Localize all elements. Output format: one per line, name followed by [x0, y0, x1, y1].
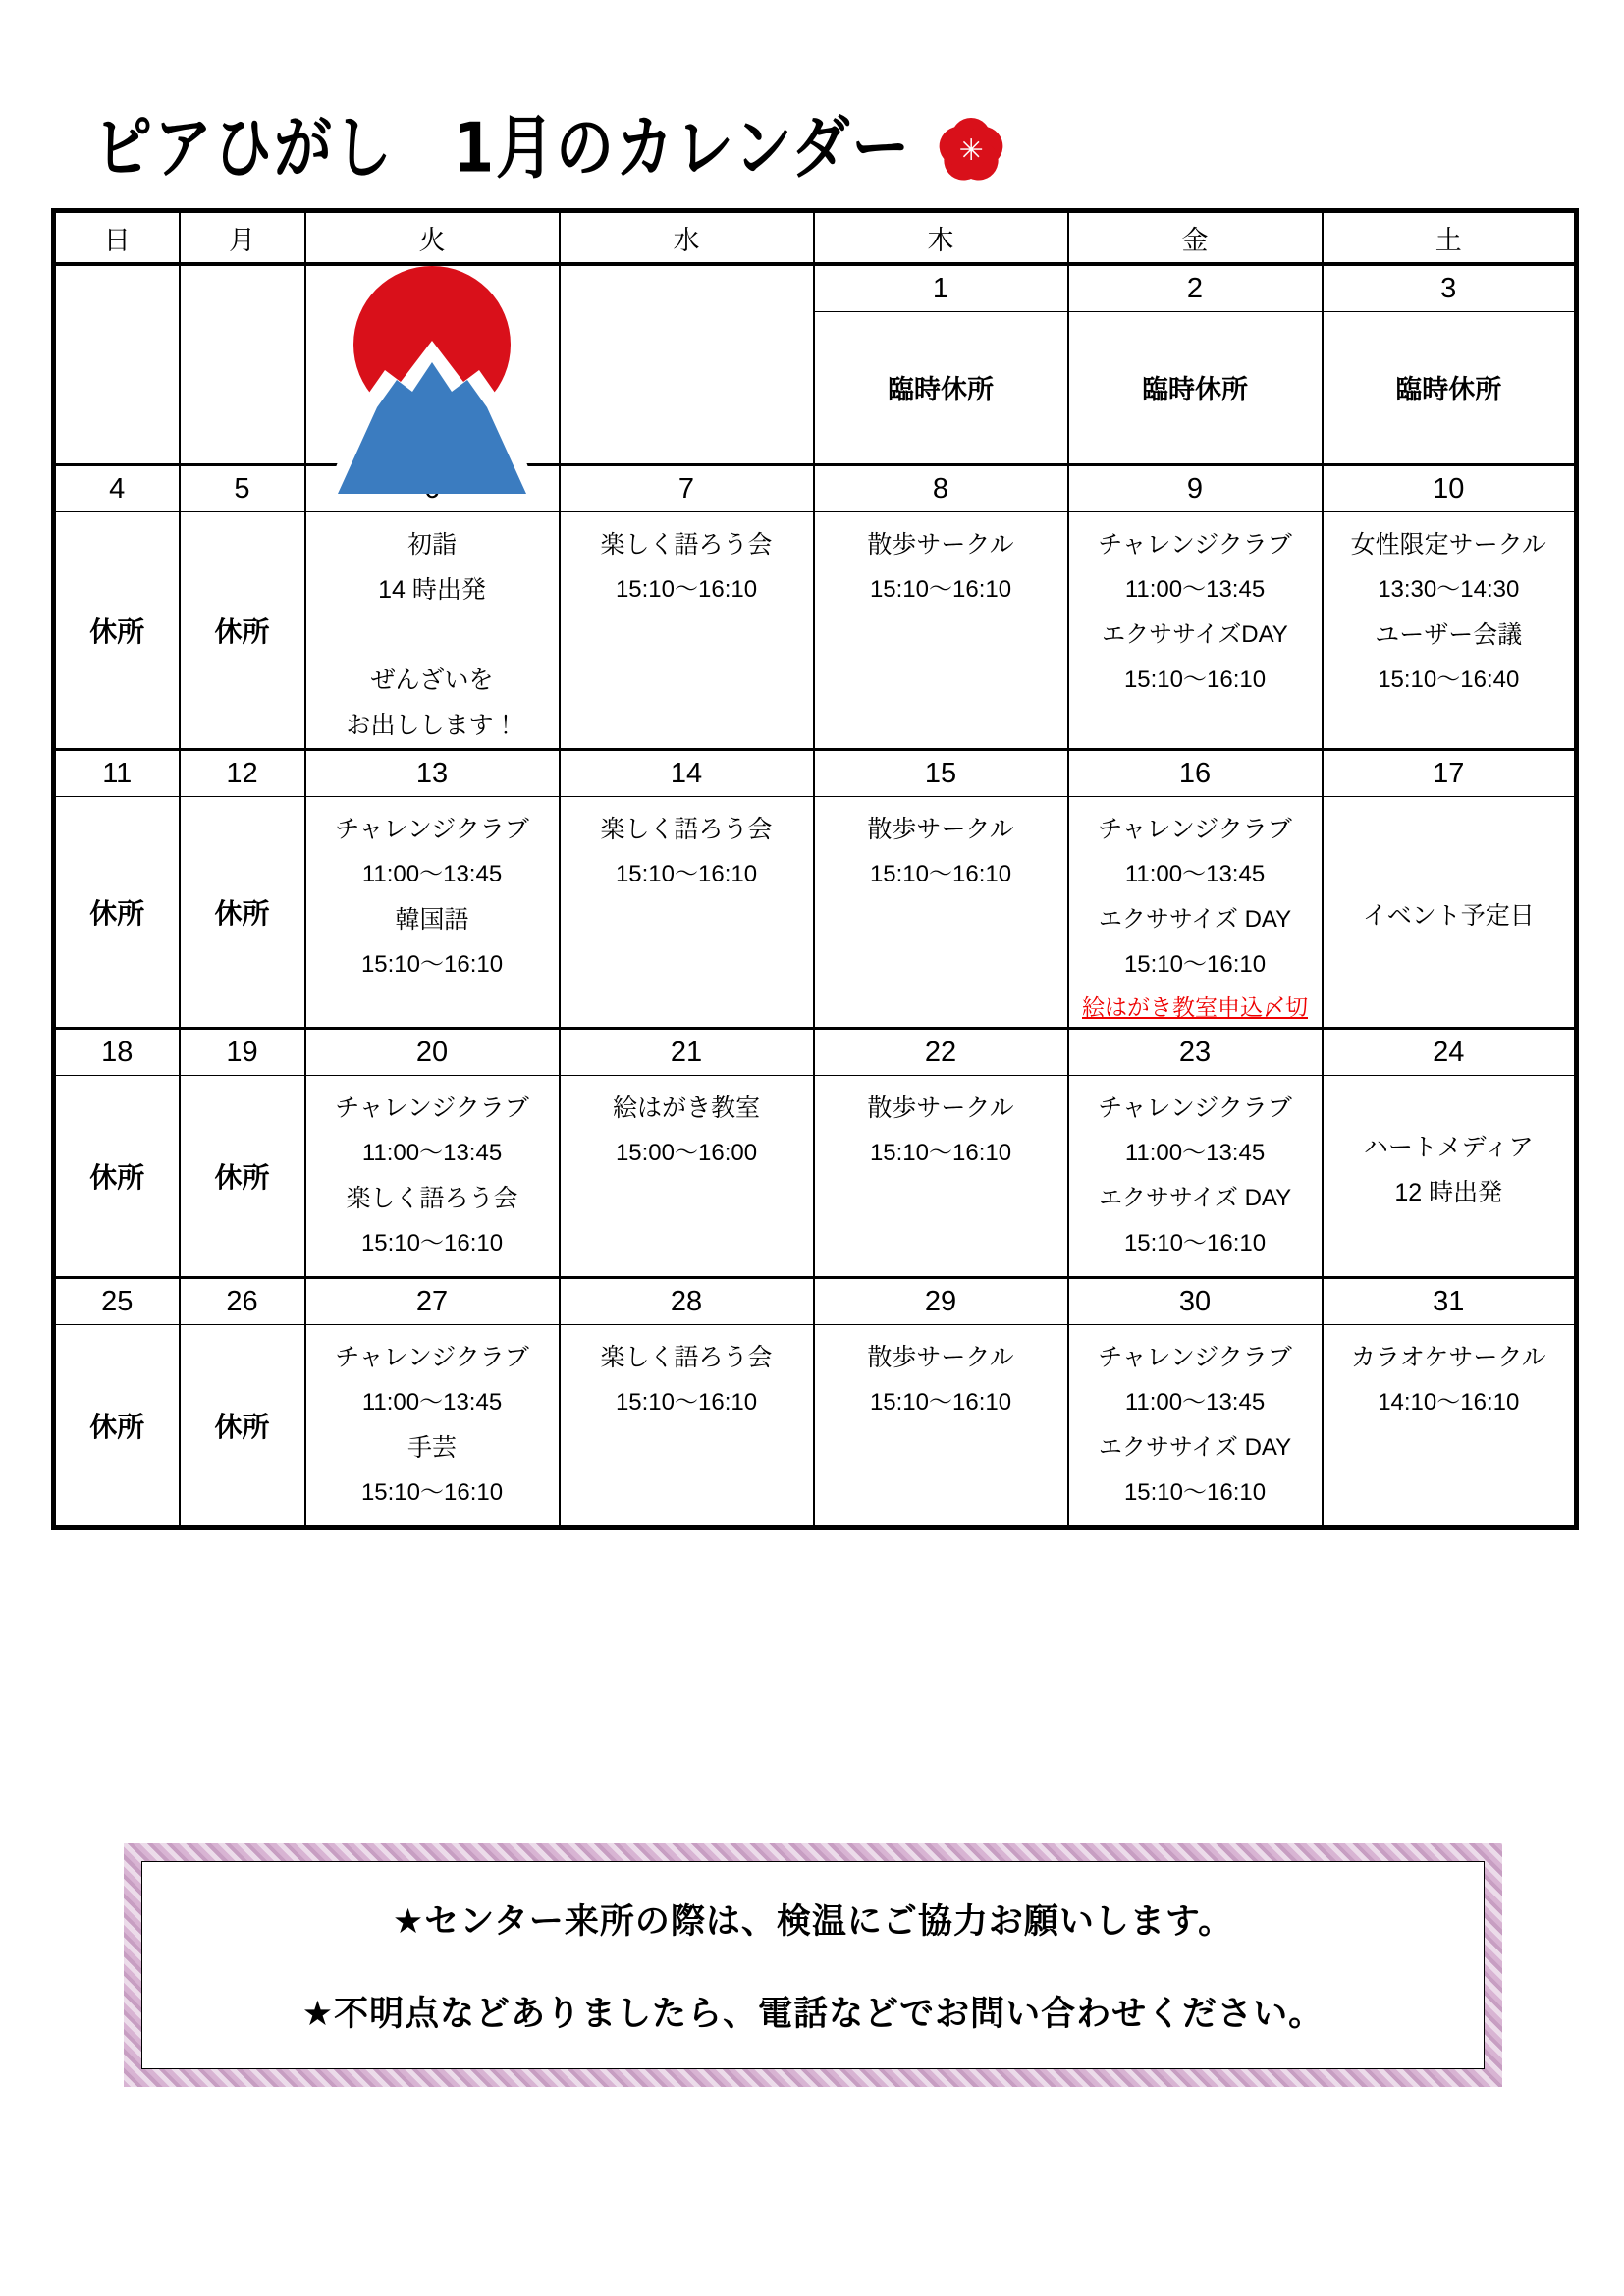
event-list — [815, 1080, 1067, 1176]
event-line: 15:10〜16:10 — [360, 1479, 504, 1506]
event-list — [561, 801, 813, 897]
event-line: 初詣 — [406, 531, 457, 559]
day-cell[interactable] — [560, 1325, 814, 1528]
date-number-cell: 12 — [180, 750, 305, 797]
date-number-cell: 4 — [54, 465, 180, 512]
event-line: 14 時出発 — [378, 576, 486, 604]
closed-label-wrap — [56, 516, 179, 748]
week-content-row — [54, 1076, 1577, 1278]
event-list — [1324, 1329, 1575, 1425]
day-cell[interactable] — [1323, 1076, 1577, 1278]
date-number-cell: 5 — [180, 465, 305, 512]
week-content-row — [54, 512, 1577, 750]
empty-date-cell — [305, 264, 560, 465]
date-number-cell: 13 — [305, 750, 560, 797]
event-list — [306, 516, 559, 748]
closed-label: 休所 — [89, 616, 145, 647]
plum-blossom-icon — [935, 114, 1007, 187]
day-cell[interactable] — [814, 797, 1068, 1029]
date-number-cell: 18 — [54, 1029, 180, 1076]
closed-label-wrap — [56, 1329, 179, 1525]
day-cell[interactable] — [1323, 512, 1577, 750]
event-line: 11:00〜13:45 — [361, 1389, 503, 1415]
event-line: 散歩サークル — [867, 1344, 1014, 1371]
event-line: 散歩サークル — [867, 1095, 1014, 1122]
event-list — [561, 516, 813, 613]
event-list — [561, 1080, 813, 1176]
date-number-cell: 28 — [560, 1278, 814, 1325]
event-line: 15:10〜16:10 — [869, 576, 1012, 603]
weekday-header-mon: 月 — [180, 211, 305, 265]
event-line: 15:10〜16:10 — [869, 861, 1012, 887]
date-number-cell: 10 — [1323, 465, 1577, 512]
date-number-cell: 1 — [814, 264, 1068, 312]
calendar-body — [54, 264, 1577, 1528]
notice-inner — [141, 1861, 1485, 2069]
date-number-cell: 21 — [560, 1029, 814, 1076]
event-line: 手芸 — [406, 1434, 457, 1462]
date-number-cell: 3 — [1323, 264, 1577, 312]
day-cell[interactable] — [1323, 312, 1577, 465]
event-line: 11:00〜13:45 — [1124, 861, 1266, 887]
event-line: 楽しく語ろう会 — [600, 1344, 773, 1371]
event-line: 15:10〜16:10 — [1123, 951, 1267, 978]
event-line: 楽しく語ろう会 — [600, 531, 773, 559]
week-content-row — [54, 1325, 1577, 1528]
event-line: 15:10〜16:10 — [615, 1389, 758, 1415]
date-number-cell: 23 — [1068, 1029, 1323, 1076]
date-number-cell: 7 — [560, 465, 814, 512]
event-line: エクササイズ DAY — [1098, 1185, 1292, 1211]
day-cell[interactable] — [1068, 797, 1323, 1029]
event-spacer — [306, 613, 559, 658]
event-line: 15:00〜16:00 — [615, 1140, 758, 1166]
deadline-note: 絵はがき教室申込〆切 — [1082, 994, 1308, 1020]
closed-label-wrap — [181, 801, 304, 1027]
date-number-cell: 11 — [54, 750, 180, 797]
event-line: チャレンジクラブ — [335, 1095, 529, 1122]
day-cell[interactable] — [814, 1325, 1068, 1528]
day-cell[interactable] — [560, 797, 814, 1029]
event-list — [1069, 801, 1322, 1027]
event-line: 15:10〜16:10 — [360, 951, 504, 978]
notice-box — [124, 1843, 1502, 2087]
date-number-cell: 15 — [814, 750, 1068, 797]
event-centered-label: イベント予定日 — [1362, 902, 1535, 930]
date-number-row — [54, 1029, 1577, 1076]
event-line: ぜんざいを — [370, 667, 494, 694]
date-number-cell: 8 — [814, 465, 1068, 512]
event-line: 11:00〜13:45 — [1124, 576, 1266, 603]
event-line: 11:00〜13:45 — [1124, 1140, 1266, 1166]
event-line: エクササイズ DAY — [1098, 906, 1292, 933]
event-list — [1324, 516, 1575, 703]
weekday-header-thu: 木 — [814, 211, 1068, 265]
date-number-cell: 29 — [814, 1278, 1068, 1325]
weekday-header-sat: 土 — [1323, 211, 1577, 265]
event-line: 楽しく語ろう会 — [600, 816, 773, 843]
temporary-closed-wrap — [815, 316, 1067, 463]
event-line: 散歩サークル — [867, 531, 1014, 559]
day-cell[interactable] — [180, 1076, 305, 1278]
day-cell[interactable] — [814, 512, 1068, 750]
weekday-header-sun: 日 — [54, 211, 180, 265]
temporary-closed-label: 臨時休所 — [888, 374, 994, 404]
event-line: 15:10〜16:10 — [615, 861, 758, 887]
event-line: ユーザー会議 — [1375, 621, 1523, 649]
date-number-cell: 2 — [1068, 264, 1323, 312]
week-content-row — [54, 797, 1577, 1029]
day-cell[interactable] — [180, 512, 305, 750]
day-cell[interactable] — [1323, 1325, 1577, 1528]
page-title-text: ピアひがし 1月のカレンダー — [94, 107, 912, 187]
day-cell[interactable] — [1068, 1076, 1323, 1278]
date-number-cell: 30 — [1068, 1278, 1323, 1325]
date-number-row — [54, 750, 1577, 797]
event-line: チャレンジクラブ — [1098, 1095, 1292, 1122]
event-list — [815, 516, 1067, 613]
day-cell[interactable] — [54, 1325, 180, 1528]
event-line: 15:10〜16:10 — [1123, 1479, 1267, 1506]
day-cell[interactable] — [1068, 312, 1323, 465]
day-cell[interactable] — [305, 797, 560, 1029]
date-number-cell: 16 — [1068, 750, 1323, 797]
day-cell[interactable] — [305, 512, 560, 750]
event-list — [1324, 1080, 1575, 1215]
empty-date-cell — [560, 264, 814, 465]
event-line: チャレンジクラブ — [335, 1344, 529, 1371]
plum-blossom-core-icon: ✳ — [958, 133, 984, 168]
event-line: チャレンジクラブ — [335, 816, 529, 843]
date-number-cell: 17 — [1323, 750, 1577, 797]
day-cell[interactable] — [54, 1076, 180, 1278]
closed-label: 休所 — [214, 1162, 270, 1193]
event-line: 14:10〜16:10 — [1378, 1389, 1520, 1415]
day-cell[interactable] — [180, 1325, 305, 1528]
temporary-closed-label: 臨時休所 — [1395, 374, 1502, 404]
day-cell[interactable] — [180, 797, 305, 1029]
date-number-cell: 31 — [1323, 1278, 1577, 1325]
event-list — [306, 1080, 559, 1266]
day-cell[interactable] — [560, 1076, 814, 1278]
day-cell[interactable] — [305, 1076, 560, 1278]
event-line: 15:10〜16:10 — [1123, 1230, 1267, 1256]
day-cell[interactable] — [814, 1076, 1068, 1278]
date-number-cell: 19 — [180, 1029, 305, 1076]
weekday-header-wed: 水 — [560, 211, 814, 265]
closed-label-wrap — [56, 1080, 179, 1276]
day-cell[interactable] — [54, 512, 180, 750]
day-cell[interactable] — [54, 797, 180, 1029]
event-line: 11:00〜13:45 — [1124, 1389, 1266, 1415]
event-line: ハートメディア — [1363, 1134, 1534, 1161]
empty-date-cell — [54, 264, 180, 465]
temporary-closed-label: 臨時休所 — [1142, 374, 1248, 404]
event-line: 11:00〜13:45 — [361, 1140, 503, 1166]
event-line: チャレンジクラブ — [1098, 531, 1292, 559]
event-list — [815, 801, 1067, 897]
date-number-row — [54, 465, 1577, 512]
closed-label: 休所 — [214, 898, 270, 929]
page-title — [94, 108, 1007, 187]
weekday-header-tue: 火 — [305, 211, 560, 265]
closed-label: 休所 — [89, 898, 145, 929]
event-line: 楽しく語ろう会 — [346, 1185, 518, 1212]
weekday-header-row — [54, 211, 1577, 265]
event-list — [306, 1329, 559, 1516]
date-number-row — [54, 1278, 1577, 1325]
notice-line-2: ★不明点などありましたら、電話などでお問い合わせください。 — [301, 1995, 1325, 2033]
day-cell[interactable] — [560, 512, 814, 750]
event-line: 15:10〜16:10 — [869, 1140, 1012, 1166]
calendar-table-wrapper — [51, 208, 1576, 1530]
event-line: お出しします！ — [346, 712, 518, 739]
event-list — [561, 1329, 813, 1425]
closed-label: 休所 — [214, 1412, 270, 1442]
event-line: 絵はがき教室 — [612, 1095, 760, 1122]
closed-label-wrap — [181, 516, 304, 748]
event-line: 15:10〜16:10 — [1123, 667, 1267, 693]
date-number-cell: 26 — [180, 1278, 305, 1325]
notice-line-1: ★センター来所の際は、検温にご協力お願いします。 — [392, 1902, 1234, 1941]
event-line: 15:10〜16:40 — [1378, 667, 1520, 693]
temporary-closed-wrap — [1324, 316, 1575, 463]
day-cell[interactable] — [305, 1325, 560, 1528]
event-list — [815, 1329, 1067, 1425]
closed-label-wrap — [181, 1329, 304, 1525]
date-number-cell: 25 — [54, 1278, 180, 1325]
event-list — [1069, 516, 1322, 703]
closed-label: 休所 — [89, 1412, 145, 1442]
closed-label-wrap — [181, 1080, 304, 1276]
date-number-cell: 9 — [1068, 465, 1323, 512]
event-line: 13:30〜14:30 — [1378, 576, 1520, 603]
event-line: 15:10〜16:10 — [615, 576, 758, 603]
calendar-table — [51, 208, 1579, 1530]
date-number-cell: 20 — [305, 1029, 560, 1076]
closed-label: 休所 — [89, 1162, 145, 1193]
event-line: エクササイズDAY — [1102, 621, 1288, 648]
event-list — [1069, 1329, 1322, 1516]
date-number-row — [54, 264, 1577, 312]
mount-fuji-icon — [314, 260, 550, 507]
weekday-header-fri: 金 — [1068, 211, 1323, 265]
event-line: チャレンジクラブ — [1098, 816, 1292, 843]
event-list — [306, 801, 559, 988]
event-line: 散歩サークル — [867, 816, 1014, 843]
day-cell[interactable] — [1323, 797, 1577, 1029]
event-line: 12 時出発 — [1394, 1179, 1503, 1206]
day-cell[interactable] — [814, 312, 1068, 465]
event-line: 女性限定サークル — [1350, 531, 1546, 559]
date-number-cell: 22 — [814, 1029, 1068, 1076]
event-line: カラオケサークル — [1350, 1344, 1546, 1371]
day-cell[interactable] — [1068, 512, 1323, 750]
event-line: 15:10〜16:10 — [360, 1230, 504, 1256]
date-number-cell: 24 — [1323, 1029, 1577, 1076]
event-list — [1069, 1080, 1322, 1266]
closed-label: 休所 — [214, 616, 270, 647]
event-line: 11:00〜13:45 — [361, 861, 503, 887]
date-number-cell: 14 — [560, 750, 814, 797]
date-number-cell: 27 — [305, 1278, 560, 1325]
empty-date-cell — [180, 264, 305, 465]
event-line: チャレンジクラブ — [1098, 1344, 1292, 1371]
day-cell[interactable] — [1068, 1325, 1323, 1528]
event-line: 韓国語 — [395, 906, 469, 934]
event-line: 15:10〜16:10 — [869, 1389, 1012, 1415]
event-line: エクササイズ DAY — [1098, 1434, 1292, 1461]
closed-label-wrap — [56, 801, 179, 1027]
temporary-closed-wrap — [1069, 316, 1322, 463]
